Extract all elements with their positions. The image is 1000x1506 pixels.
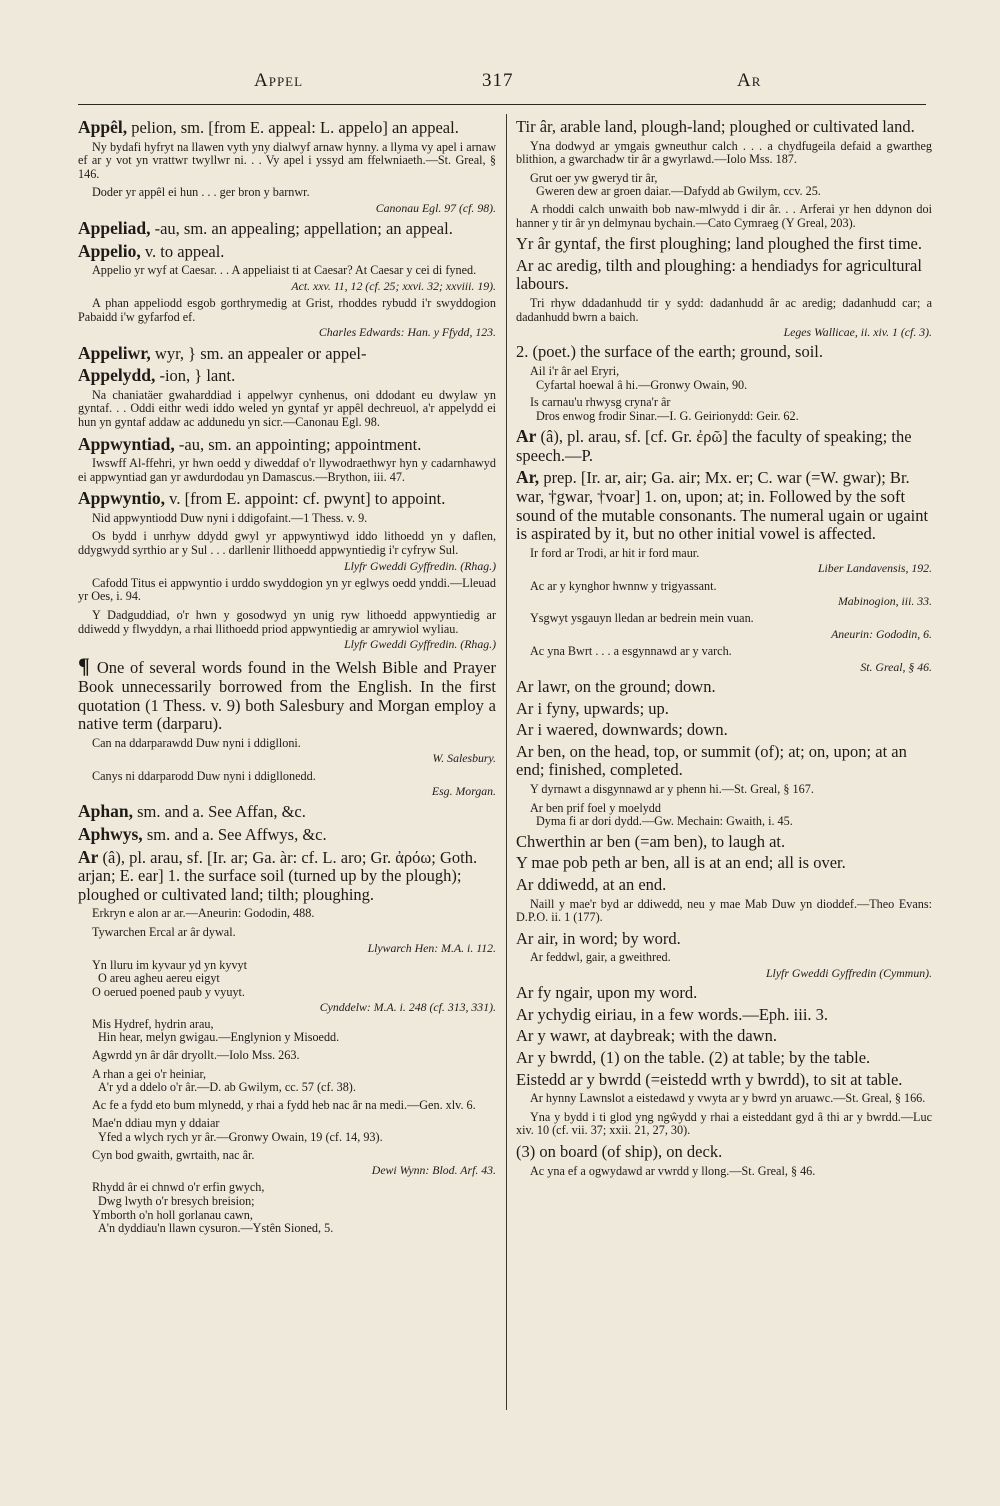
verse-line: Ymborth o'n holl gorlanau cawn,: [92, 1207, 253, 1222]
definition: (â), pl. arau, sf. [cf. Gr. ἐρῶ] the faculty of speaking; the speech.—P.: [516, 427, 912, 465]
headword: Appêl,: [78, 117, 128, 137]
definition: v. [from E. appoint: cf. pwynt] to appoint.: [165, 489, 446, 509]
citation: Mabinogion, iii. 33.: [837, 594, 932, 609]
verse-line: Rhydd âr ei chnwd o'r erfin gwych,: [92, 1180, 265, 1195]
quotation: Tywarchen Ercal ar âr dywal.: [92, 924, 236, 939]
headword: Aphwys,: [78, 824, 143, 845]
citation: Cynddelw: M.A. i. 248 (cf. 313, 331).: [319, 999, 496, 1014]
entry-head: [78, 825, 496, 845]
headword: Appeliad,: [78, 218, 151, 239]
sub-sense: Ar ychydig eiriau, in a few words.—Eph. iii. 3.: [516, 1004, 829, 1024]
quotation: Appelio yr wyf at Caesar. . . A appeliaist ti at Caesar? At Caesar y cei di fyned.: [92, 263, 477, 278]
citation: Llyfr Gweddi Gyffredin. (Rhag.): [344, 558, 496, 573]
quotation: Yna dodwyd ar ymgais gwneuthur calch . . . a chydfugeila defaid a gwartheg blithion, a gwarchadw tir âr a gwyrlawd.—Iolo Mss. 187.: [516, 138, 932, 167]
definition: prep. [Ir. ar, air; Ga. air; Mx. er; C. war (=W. gwar); Br. war, †gwar, †voar] 1. on, upon; at; in. Followed by the soft sound of the mutable consonants. The numeral ugain or ugaint is aspirated by it, but no other initial vowel is affected.: [516, 468, 929, 544]
headword: Appwyntiad,: [78, 433, 175, 454]
sub-sense: Ar ben, on the head, top, or summit (of); at; on, upon; at an end; finished, completed.: [516, 741, 907, 780]
usage-note-text: One of several words found in the Welsh Bible and Prayer Book unnecessarily borrowed from the English. In the first quotation (1 Thess. v. 9) both Salesbury and Morgan employ a native term (darparu).: [78, 658, 496, 734]
sub-sense: Ar y wawr, at daybreak; with the dawn.: [516, 1026, 777, 1046]
quotation: Y Dadguddiad, o'r hwn y gosodwyd yn unig ryw lithoedd appwyntiedig ar ddiwedd y flwyddyn, a rhai llithoedd priod appwyntiedig ar amrywiol wyliau.: [78, 608, 496, 636]
entry-head: [78, 435, 496, 455]
verse-line: A rhan a gei o'r heiniar,: [92, 1066, 207, 1081]
citation: Llywarch Hen: M.A. i. 112.: [367, 940, 496, 955]
quotation: A rhoddi calch unwaith bob naw-mlwydd i dir âr. . . Arferai yr hen ddynon doi hanner y tir âr yn delmynau bychain.—Cato Cymraeg (Y Greal, 203).: [516, 201, 932, 230]
definition: (â), pl. arau, sf. [Ir. ar; Ga. àr: cf. L. aro; Gr. ἀρόω; Goth. arjan; E. ear] 1. the surface soil (turned up by the plough); ploughed or cultivated land; tilth; ploughing.: [78, 847, 478, 904]
entry-head: [78, 344, 496, 364]
sub-sense: (3) on board (of ship), on deck.: [516, 1141, 723, 1161]
page-number: 317: [482, 70, 514, 91]
quotation: Ar feddwl, gair, a gweithred.: [530, 950, 671, 965]
quotation: Iwswff Al-ffehri, yr hwn oedd y diweddaf o'r llywodraethwyr hyn y cadarnhawyd ei appwyntiad gan yr awdurdodau yn Damascus.—Brython, iii. 47.: [78, 456, 496, 484]
quotation: Canys ni ddarparodd Duw nyni i ddigllonedd.: [92, 768, 316, 783]
citation: Canonau Egl. 97 (cf. 98).: [375, 200, 496, 215]
entry-head: [516, 468, 932, 543]
headword: Appelio,: [78, 240, 141, 261]
verse-line: Hin hear, melyn gwigau.—Englynion y Misoedd.: [98, 1030, 340, 1045]
headword: Ar,: [516, 467, 540, 488]
quotation: Os bydd i unrhyw ddydd gwyl yr appwyntiwyd iddo lithoedd yn y daflen, ddygwydd syrthio ar y Sul . . . darllenir llithoedd appwyntiedig i'r cyfryw Sul.: [78, 529, 496, 558]
definition: -au, sm. an appointing; appointment.: [174, 434, 422, 454]
definition: v. to appeal.: [140, 241, 225, 261]
entry-head: [516, 427, 932, 465]
entry-head: [78, 802, 496, 822]
citation: Leges Wallicae, ii. xiv. 1 (cf. 3).: [783, 325, 932, 340]
verse-line: Gweren dew ar groen daiar.—Dafydd ab Gwilym, ccv. 25.: [536, 184, 821, 199]
verse-line: Grut oer yw gweryd tir âr,: [530, 170, 658, 185]
sub-sense: Ar i fyny, upwards; up.: [516, 698, 669, 718]
definition: wyr, } sm. an appealer or appel-: [150, 343, 367, 363]
definition: pelion, sm. [from E. appeal: L. appelo] an appeal.: [127, 118, 459, 137]
quotation: Can na ddarparawdd Duw nyni i ddiglloni.: [92, 735, 301, 750]
quotation: Na chaniatäer gwaharddiad i appelwyr cynhenus, oni ddodant eu dwylaw yn gyntaf. . . Oddi eithr wedi iddo weled yn gyntaf yr appêl dechreuol, a'r appelydd ei hun yn gyntaf addaw ac addunedu yn sicr.—Canonau Egl. 98.: [78, 387, 496, 429]
verse-quotation: [78, 1018, 496, 1045]
sub-sense: Ar fy ngair, upon my word.: [516, 983, 698, 1003]
verse-line: Mae'n ddiau myn y ddaiar: [92, 1116, 220, 1131]
citation: Liber Landavensis, 192.: [817, 561, 932, 576]
entry-head: [78, 242, 496, 262]
header-rule: [78, 104, 926, 105]
verse-line: Yfed a wlych rych yr âr.—Gronwy Owain, 19 (cf. 14, 93).: [98, 1129, 383, 1144]
quotation: Ir ford ar Trodi, ar hit ir ford maur.: [530, 545, 700, 560]
entry-head: [78, 118, 496, 138]
verse-line: Dyma fi ar dori dydd.—Gw. Mechain: Gwaith, i. 45.: [536, 814, 793, 829]
sub-sense: Yr âr gyntaf, the first ploughing; land ploughed the first time.: [516, 234, 922, 254]
headword: Ar: [78, 846, 99, 867]
quotation: Tri rhyw ddadanhudd tir y sydd: dadanhudd âr ac aredig; dadanhudd car; a dadanhudd bwrn a baich.: [516, 295, 932, 324]
quotation: Ny bydafi hyfryt na llawen vyth yny dialwyf arnaw hynny. a llyma vy apel i arnaw ef ar y vot yn vrattwr twyllwr ni. . . Vy apel i yssyd am ffelwniaeth.—St. Greal, § 146.: [78, 139, 496, 181]
citation: Esg. Morgan.: [431, 784, 496, 799]
quotation: Erkryn e alon ar ar.—Aneurin: Gododin, 488.: [92, 906, 315, 921]
verse-line: Cyfartal hoewal â hi.—Gronwy Owain, 90.: [536, 377, 748, 392]
citation: Act. xxv. 11, 12 (cf. 25; xxvi. 32; xxviii. 19).: [291, 278, 496, 293]
sub-sense: Y mae pob peth ar ben, all is at an end; all is over.: [516, 853, 846, 873]
verse-line: Dwg lwyth o'r bresych breision;: [98, 1193, 255, 1208]
left-column: [78, 118, 496, 1240]
quotation: Cafodd Titus ei appwyntio i urddo swyddogion yn yr eglwys oedd ynddi.—Lleuad yr Oes, i. 94.: [78, 575, 496, 604]
quotation: Naill y mae'r byd ar ddiwedd, neu y mae Mab Duw yn dioddef.—Theo Evans: D.P.O. ii. 1 (177).: [516, 896, 932, 925]
headword: Aphan,: [78, 801, 133, 822]
verse-line: Ail i'r âr ael Eryri,: [530, 363, 620, 378]
running-head: [78, 70, 938, 100]
headword: Appeliwr,: [78, 342, 151, 363]
right-column: [516, 118, 932, 1183]
citation: Charles Edwards: Han. y Ffydd, 123.: [318, 325, 496, 340]
entry-head: [78, 219, 496, 239]
sub-sense: Ar ddiwedd, at an end.: [516, 874, 667, 894]
quotation: Agwrdd yn âr dâr dryollt.—Iolo Mss. 263.: [92, 1047, 300, 1062]
quotation: Nid appwyntiodd Duw nyni i ddigofaint.—1 Thess. v. 9.: [92, 510, 368, 525]
verse-line: O oerued poened paub y vyuyt.: [92, 984, 245, 999]
citation: W. Salesbury.: [432, 751, 496, 766]
sub-sense: Ar y bwrdd, (1) on the table. (2) at table; by the table.: [516, 1047, 871, 1067]
quotation: Ac yna Bwrt . . . a esgynnawd ar y varch.: [530, 644, 732, 659]
verse-line: A'n dyddiau'n llawn cysuron.—Ystên Sioned, 5.: [98, 1221, 334, 1236]
sub-sense: Chwerthin ar ben (=am ben), to laugh at.: [516, 831, 786, 851]
sub-sense: Ar air, in word; by word.: [516, 928, 681, 948]
header-right-guideword: Ar: [737, 70, 762, 91]
entry-head: [78, 366, 496, 386]
citation: St. Greal, § 46.: [860, 659, 932, 674]
definition: -ion, } lant.: [155, 366, 236, 386]
sub-sense: Eistedd ar y bwrdd (=eistedd wrth y bwrdd), to sit at table.: [516, 1069, 903, 1089]
verse-quotation: [516, 365, 932, 392]
quotation: Cyn bod gwaith, gwrtaith, nac âr.: [92, 1147, 255, 1162]
citation: Llyfr Gweddi Gyffredin (Cymmun).: [765, 965, 932, 980]
verse-line: Yn lluru im kyvaur yd yn kyvyt: [92, 957, 248, 972]
definition: -au, sm. an appealing; appellation; an appeal.: [150, 219, 453, 239]
quotation: Yna y bydd i ti glod yng ngŵydd y rhai a eisteddant gyd â thi ar y bwrdd.—Luc xiv. 10 (cf. vii. 37; xxii. 21, 27, 30).: [516, 1109, 932, 1138]
quotation: Y dyrnawt a disgynnawd ar y phenn hi.—St. Greal, § 167.: [530, 782, 814, 797]
verse-quotation: [516, 172, 932, 199]
verse-quotation: [78, 1068, 496, 1095]
verse-quotation: [516, 396, 932, 423]
sub-sense: Ar i waered, downwards; down.: [516, 720, 728, 740]
quotation: Doder yr appêl ei hun . . . ger bron y barnwr.: [92, 185, 310, 200]
quotation: Ac fe a fydd eto bum mlynedd, y rhai a fydd heb nac âr na medi.—Gen. xlv. 6.: [92, 1097, 476, 1112]
pilcrow-icon: ¶: [78, 653, 97, 679]
citation: Llyfr Gweddi Gyffredin. (Rhag.): [344, 637, 496, 652]
verse-line: Is carnau'u rhwysg cryna'r âr: [530, 395, 671, 410]
headword: Appwyntio,: [78, 488, 166, 509]
quotation: Ac yna ef a ogwydawd ar vwrdd y llong.—St. Greal, § 46.: [530, 1163, 816, 1178]
verse-line: Mis Hydref, hydrin arau,: [92, 1016, 214, 1031]
verse-quotation: [78, 959, 496, 1000]
verse-line: O areu agheu aereu eigyt: [98, 971, 220, 986]
sub-sense: 2. (poet.) the surface of the earth; ground, soil.: [516, 342, 823, 362]
quotation: A phan appeliodd esgob gorthrymedig at Grist, rhoddes rybudd i'r swyddogion Pabaidd i'w gyfarfod ef.: [78, 296, 496, 324]
quotation: Ar hynny Lawnslot a eistedawd y vwyta ar y bwrd yn aruawc.—St. Greal, § 166.: [530, 1091, 926, 1106]
citation: Dewi Wynn: Blod. Arf. 43.: [371, 1163, 496, 1178]
header-left-guideword: Appel: [254, 70, 304, 91]
entry-head: [78, 848, 496, 905]
verse-line: Ar ben prif foel y moelydd: [530, 800, 661, 815]
sub-sense: Tir âr, arable land, plough-land; ploughed or cultivated land.: [516, 117, 915, 136]
usage-note: [78, 653, 496, 734]
quotation: Ac ar y kynghor hwnnw y trigyassant.: [530, 578, 717, 593]
definition: sm. and a. See Affan, &c.: [132, 802, 306, 822]
verse-quotation: [516, 802, 932, 829]
quotation: Ysgwyt ysgauyn lledan ar bedrein mein vuan.: [530, 611, 754, 626]
column-divider: [506, 114, 507, 1410]
headword: Ar: [516, 426, 537, 447]
headword: Appelydd,: [78, 365, 156, 386]
verse-line: A'r yd a ddelo o'r âr.—D. ab Gwilym, cc. 57 (cf. 38).: [98, 1080, 356, 1095]
sub-sense: Ar ac aredig, tilth and ploughing: a hendiadys for agricultural labours.: [516, 255, 922, 294]
sub-sense: Ar lawr, on the ground; down.: [516, 677, 716, 697]
definition: sm. and a. See Affwys, &c.: [142, 825, 327, 845]
verse-quotation: [78, 1181, 496, 1235]
verse-line: Dros enwog frodir Sinar.—I. G. Geirionydd: Geir. 62.: [536, 408, 799, 423]
entry-head: [78, 489, 496, 509]
verse-quotation: [78, 1117, 496, 1144]
citation: Aneurin: Gododin, 6.: [831, 627, 932, 642]
